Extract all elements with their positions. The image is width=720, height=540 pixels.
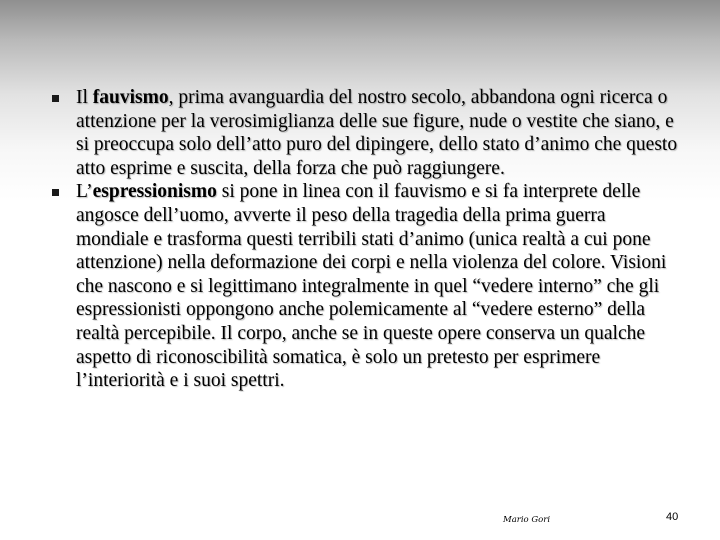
bullet-lead: L’ [76, 181, 93, 203]
bullet-text [76, 87, 677, 179]
bullet-body: si pone in linea con il fauvismo e si fa interprete delle angosce dell’uomo, avverte il peso della tragedia della prima guerra mondiale e trasforma questi terribili stati d’animo (unica realtà a cui pone attenzione) nella deformazione dei corpi e nella violenza del colore. Visioni che nascono e si legittimano integralmente in quel “vedere interno” che gli espressionisti oppongono anche polemicamente al “vedere esterno” della realtà percepibile. Il corpo, anche se in queste opere conserva un qualche aspetto di riconoscibilità somatica, è solo un pretesto per esprimere l’interiorità e i suoi spettri. [76, 181, 667, 392]
square-bullet-icon [52, 95, 59, 102]
bullet-item-fauvismo [48, 86, 678, 180]
bullet-lead: Il [76, 87, 93, 108]
bullet-body: , prima avanguardia del nostro secolo, abbandona ogni ricerca o attenzione per la verosimiglianza delle sue figure, nude o vestite che siano, e si preoccupa solo dell’atto puro del dipingere, dello stato d’animo che questo atto esprime e suscita, della forza che può raggiungere. [76, 87, 678, 179]
bullet-text [76, 181, 666, 391]
bullet-list [48, 86, 678, 393]
square-bullet-icon [52, 189, 59, 196]
bullet-item-espressionismo [48, 180, 678, 392]
page-number: 40 [666, 511, 679, 523]
footer-author: Mario Gori [503, 515, 551, 525]
bullet-keyword: fauvismo [92, 87, 169, 108]
bullet-keyword: espressionismo [92, 181, 217, 203]
